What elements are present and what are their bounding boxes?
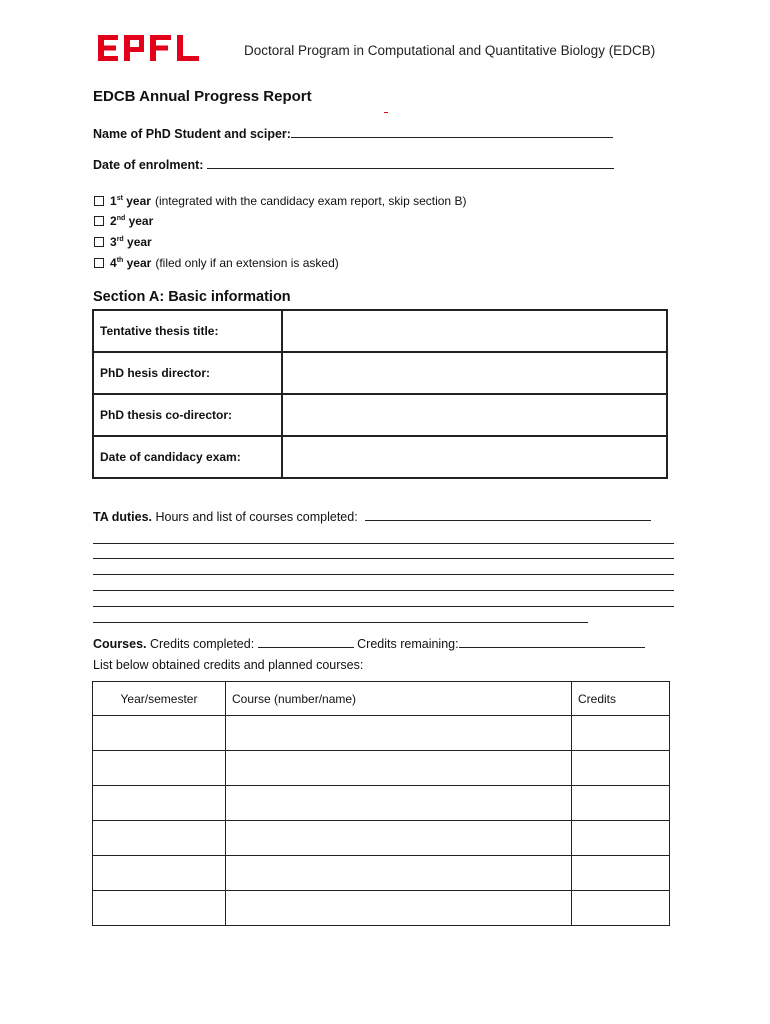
table-cell[interactable] — [93, 751, 226, 786]
candidacy-date-input[interactable] — [282, 436, 667, 478]
table-cell[interactable] — [93, 716, 226, 751]
student-name-blank[interactable] — [291, 125, 613, 138]
year-option-note: (filed only if an extension is asked) — [155, 256, 339, 270]
table-row — [93, 786, 670, 821]
table-cell[interactable] — [572, 856, 670, 891]
director-label: PhD hesis director: — [93, 352, 282, 394]
year-option-3[interactable]: 3rd year — [94, 235, 152, 249]
table-row — [93, 821, 670, 856]
table-row — [93, 751, 670, 786]
year-option-4[interactable]: 4th year (filed only if an extension is asked) — [94, 256, 339, 270]
table-row — [93, 310, 667, 352]
credits-completed-label: Credits completed: — [146, 637, 258, 651]
year-semester-header: Year/semester — [93, 682, 226, 716]
report-title: EDCB Annual Progress Report — [93, 88, 312, 105]
table-cell[interactable] — [572, 786, 670, 821]
table-header-row — [93, 682, 670, 716]
student-name-label: Name of PhD Student and sciper: — [93, 127, 291, 141]
table-cell[interactable] — [226, 821, 572, 856]
credits-completed-blank[interactable] — [258, 635, 354, 648]
table-cell[interactable] — [93, 856, 226, 891]
courses-list-note: List below obtained credits and planned courses: — [93, 658, 364, 672]
checkbox[interactable] — [94, 237, 104, 247]
checkbox[interactable] — [94, 258, 104, 268]
table-cell[interactable] — [226, 716, 572, 751]
table-cell[interactable] — [93, 786, 226, 821]
ta-line[interactable] — [93, 574, 674, 575]
enrolment-date-label: Date of enrolment: — [93, 158, 207, 172]
thesis-title-input[interactable] — [282, 310, 667, 352]
courses-table — [92, 681, 670, 926]
table-row — [93, 436, 667, 478]
table-cell[interactable] — [572, 716, 670, 751]
co-director-input[interactable] — [282, 394, 667, 436]
courses-label: Courses. — [93, 637, 147, 651]
year-option-note: (integrated with the candidacy exam report, skip section B) — [154, 194, 467, 208]
year-option-1[interactable]: 1st year (integrated with the candidacy exam report, skip section B) — [94, 194, 466, 208]
year-option-2[interactable]: 2nd year — [94, 214, 153, 228]
credits-remaining-blank[interactable] — [459, 635, 645, 648]
table-row — [93, 394, 667, 436]
table-cell[interactable] — [226, 891, 572, 926]
section-a-title: Section A: Basic information — [93, 289, 291, 305]
table-row — [93, 856, 670, 891]
checkbox[interactable] — [94, 196, 104, 206]
candidacy-date-label: Date of candidacy exam: — [93, 436, 282, 478]
enrolment-date-field[interactable] — [93, 156, 614, 172]
ta-duties-label: TA duties. — [93, 510, 153, 524]
red-mark — [384, 112, 388, 113]
table-cell[interactable] — [572, 891, 670, 926]
ta-line[interactable] — [93, 590, 674, 591]
ta-line[interactable] — [93, 558, 674, 559]
table-row — [93, 716, 670, 751]
checkbox[interactable] — [94, 216, 104, 226]
table-cell[interactable] — [226, 786, 572, 821]
basic-info-table — [92, 309, 668, 479]
table-cell[interactable] — [93, 891, 226, 926]
epfl-logo — [96, 33, 202, 63]
table-cell[interactable] — [226, 856, 572, 891]
ta-duties-blank[interactable] — [365, 508, 651, 521]
course-header: Course (number/name) — [226, 682, 572, 716]
ta-line[interactable] — [93, 622, 588, 623]
table-cell[interactable] — [572, 821, 670, 856]
credits-remaining-label: Credits remaining: — [357, 637, 459, 651]
student-name-field[interactable] — [93, 125, 613, 141]
ta-duties-text: Hours and list of courses completed: — [152, 510, 362, 524]
ta-line[interactable] — [93, 606, 674, 607]
table-cell[interactable] — [572, 751, 670, 786]
table-cell[interactable] — [93, 821, 226, 856]
ta-duties-field[interactable] — [93, 508, 651, 524]
table-row — [93, 352, 667, 394]
program-name: Doctoral Program in Computational and Quantitative Biology (EDCB) — [244, 43, 656, 58]
enrolment-date-blank[interactable] — [207, 156, 614, 169]
director-input[interactable] — [282, 352, 667, 394]
credits-header: Credits — [572, 682, 670, 716]
co-director-label: PhD thesis co-director: — [93, 394, 282, 436]
table-row — [93, 891, 670, 926]
table-cell[interactable] — [226, 751, 572, 786]
credits-field[interactable] — [93, 635, 645, 651]
ta-line[interactable] — [93, 543, 674, 544]
thesis-title-label: Tentative thesis title: — [93, 310, 282, 352]
